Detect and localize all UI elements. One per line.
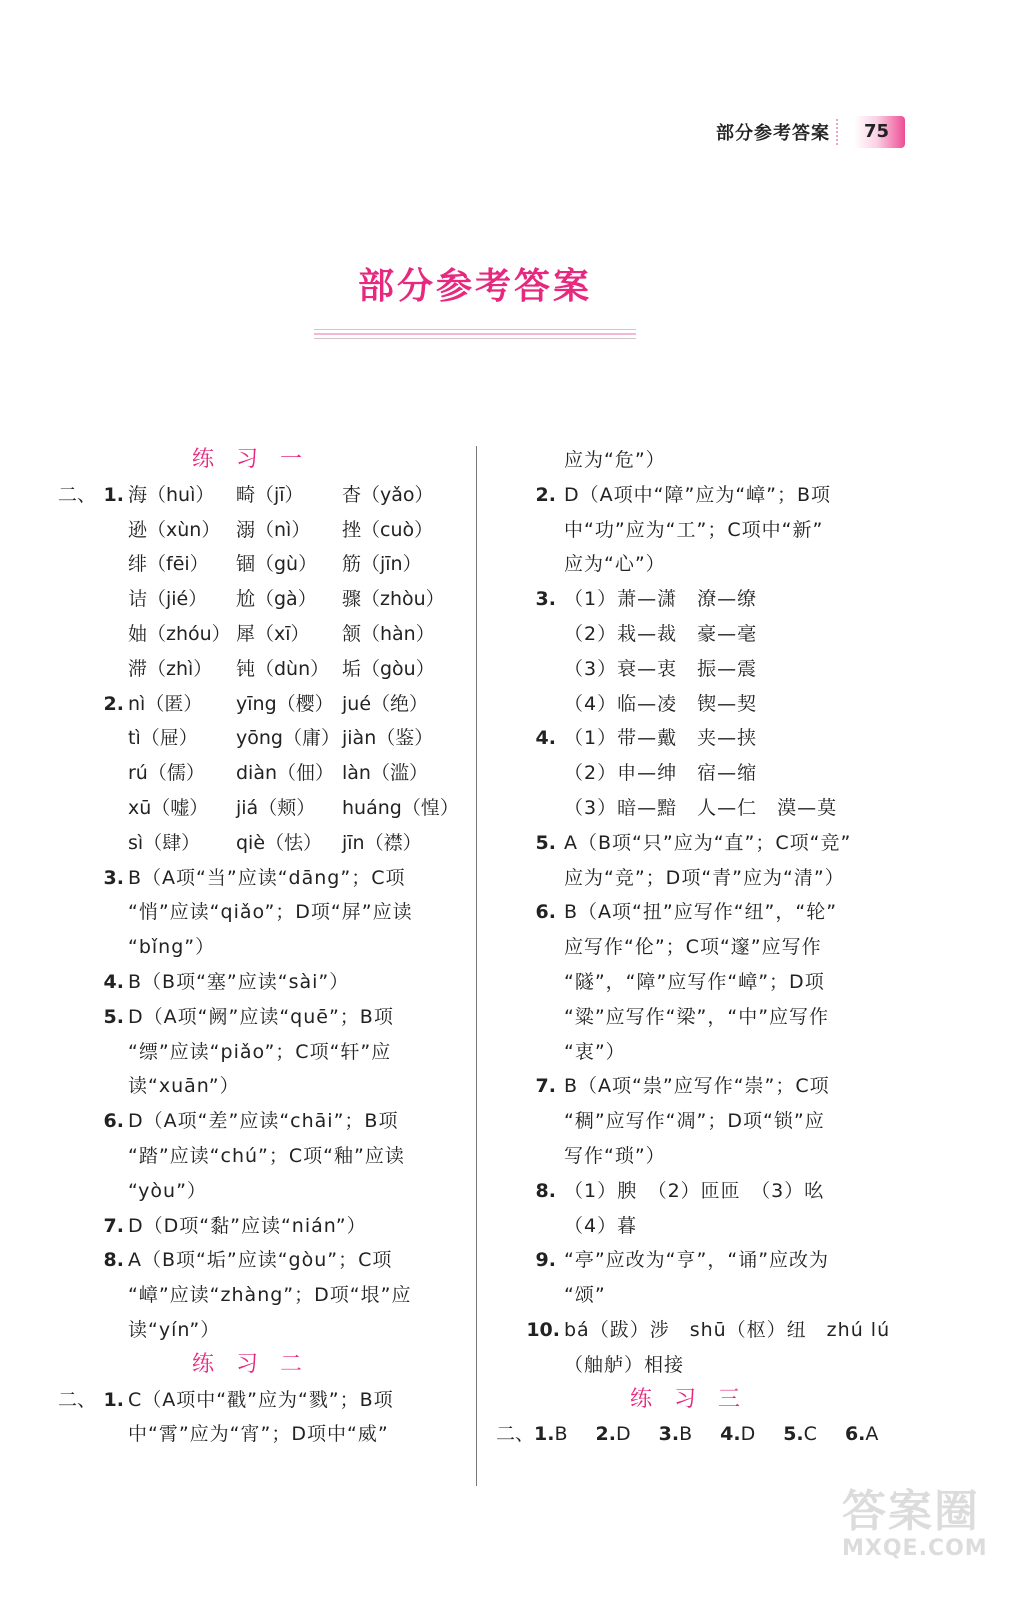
answer-row: [58, 930, 458, 965]
answer-text: 应为“心”）: [564, 553, 666, 576]
mc-answer-letter: B: [554, 1423, 568, 1446]
section-prefix: 二、: [58, 483, 97, 506]
pinyin-cell: 钝（dùn）: [236, 657, 330, 680]
section-heading-1: 练习一: [191, 447, 324, 472]
pinyin-cell: diàn（佃）: [236, 762, 335, 785]
answer-row: [58, 582, 458, 617]
answer-row: [496, 1348, 896, 1383]
question-number: 2.: [535, 483, 556, 506]
answer-row: [496, 1069, 896, 1104]
answer-text: “粱”应写作“梁”，“中”应写作: [564, 1005, 830, 1028]
page-number: 75: [854, 116, 905, 148]
answer-row: [496, 1174, 896, 1209]
section-prefix: 二、: [496, 1423, 535, 1446]
pinyin-cell: 溺（nì）: [236, 518, 311, 541]
answer-row: [58, 1383, 458, 1418]
pinyin-cell: qiè（怯）: [236, 831, 323, 854]
pinyin-cell: jué（绝）: [342, 692, 429, 715]
answer-text: （舳舻）相接: [564, 1353, 685, 1376]
answer-row: [58, 687, 458, 722]
mc-answer-letter: C: [803, 1423, 817, 1446]
answer-text: A（B项“垢”应读“gòu”；C项: [128, 1249, 393, 1272]
mc-answer-number: 4.: [720, 1423, 741, 1446]
answer-text: B（B项“塞”应读“sài”）: [128, 970, 350, 993]
answer-row: [496, 1000, 896, 1035]
answer-text: （2）申—绅 宿—缩: [564, 762, 758, 785]
pinyin-cell: 滞（zhì）: [128, 657, 213, 680]
answer-row: [496, 895, 896, 930]
column-divider: [476, 446, 477, 1486]
question-number: 8.: [535, 1179, 556, 1202]
watermark-logo: [842, 1486, 992, 1561]
section-heading-3: 练习三: [629, 1386, 762, 1412]
pinyin-cell: xū（嘘）: [128, 796, 209, 819]
answer-text: “隧”，“障”应写作“嶂”；D项: [564, 970, 825, 993]
pinyin-cell: yīng（樱）: [236, 692, 334, 715]
answer-row: [58, 1313, 458, 1348]
answer-row: [496, 443, 896, 478]
answer-row: [58, 513, 458, 548]
pinyin-cell: 畸（jī）: [236, 483, 304, 506]
answer-text: “缥”应读“piǎo”；C项“轩”应: [128, 1040, 392, 1063]
mc-answer: [596, 1417, 631, 1452]
pinyin-cell: tì（屉）: [128, 727, 198, 750]
pinyin-cell: 挫（cuò）: [342, 518, 434, 541]
mc-answer-letter: B: [679, 1423, 693, 1446]
question-number: 1.: [103, 483, 124, 506]
answer-row: [58, 1209, 458, 1244]
question-number: 5.: [103, 1005, 124, 1028]
pinyin-cell: sì（肆）: [128, 831, 201, 854]
answer-row: [58, 652, 458, 687]
mc-answer-number: 3.: [658, 1423, 680, 1446]
header-title: 部分参考答案: [716, 123, 830, 144]
mc-answer-letter: D: [615, 1423, 631, 1446]
answer-row: [58, 1000, 458, 1035]
pinyin-cell: jīn（襟）: [342, 831, 422, 854]
pinyin-cell: làn（滥）: [342, 762, 428, 785]
question-1-block: [58, 478, 458, 687]
question-number: 5.: [535, 831, 556, 854]
answer-text: （3）暗—黯 人—仁 漠—莫: [564, 796, 838, 819]
question-number: 4.: [103, 970, 124, 993]
page-title: 部分参考答案: [357, 266, 592, 307]
answer-row: [58, 1174, 458, 1209]
answer-text: （4）临—凌 锲—契: [564, 692, 758, 715]
answer-row: [496, 582, 896, 617]
right-column: [496, 443, 896, 1452]
header-dots-divider: [836, 119, 852, 145]
answer-text: D（D项“黏”应读“nián”）: [128, 1214, 367, 1237]
answer-row: [58, 1278, 458, 1313]
answer-row: [496, 513, 896, 548]
answer-text: （1）萧—潇 潦—缭: [564, 588, 758, 611]
answer-text: 应写作“伦”；C项“邃”应写作: [564, 936, 822, 959]
answer-text: （2）栽—裁 豪—毫: [564, 622, 758, 645]
watermark-text: 答案圈: [842, 1486, 980, 1537]
question-number: 3.: [535, 588, 556, 611]
mc-answer: [845, 1417, 878, 1452]
answer-row: [58, 721, 458, 756]
answer-row: [496, 965, 896, 1000]
answer-text: B（A项“当”应读“dāng”；C项: [128, 866, 406, 889]
title-underline: [314, 326, 636, 338]
answer-row: [58, 791, 458, 826]
pinyin-cell: 绯（fēi）: [128, 553, 209, 576]
answer-text: （1）腴 （2）匝匝 （3）吆: [564, 1179, 825, 1202]
answer-text: “yòu”）: [128, 1179, 207, 1202]
answer-text: 读“xuān”）: [128, 1075, 240, 1098]
answer-row: [496, 1035, 896, 1070]
answer-row: [496, 617, 896, 652]
pinyin-cell: 锢（gù）: [236, 553, 318, 576]
answer-row: [496, 756, 896, 791]
answer-row: [58, 1104, 458, 1139]
page-header: [716, 116, 905, 148]
pinyin-cell: huáng（惶）: [342, 796, 459, 819]
pinyin-cell: 诘（jié）: [128, 588, 208, 611]
answer-text: 写作“琐”）: [564, 1144, 666, 1167]
answer-text: 中“霄”应为“宵”；D项中“威”: [128, 1423, 389, 1446]
answer-text: 应为“危”）: [564, 449, 666, 471]
answer-row: [496, 1278, 896, 1313]
answer-text: “稠”应写作“凋”；D项“锁”应: [564, 1110, 825, 1133]
mc-answer: [659, 1417, 693, 1452]
answer-row: [496, 652, 896, 687]
answer-text: “嶂”应读“zhàng”；D项“垠”应: [128, 1284, 412, 1307]
mc-answer-number: 5.: [783, 1423, 804, 1446]
answer-row: [58, 617, 458, 652]
pinyin-cell: 筋（jīn）: [342, 553, 422, 576]
question-number: 8.: [103, 1249, 124, 1272]
answer-row: [58, 1069, 458, 1104]
pinyin-cell: 骤（zhòu）: [342, 588, 445, 611]
mc-answer-letter: A: [865, 1423, 879, 1446]
question-number: 10.: [526, 1318, 560, 1341]
answer-text: B（A项“扭”应写作“纽”，“轮”: [564, 901, 838, 924]
answer-row: [58, 965, 458, 1000]
mc-answer: [534, 1417, 568, 1452]
mc-answer-number: 6.: [844, 1423, 866, 1446]
answer-text: 中“功”应为“工”；C项中“新”: [564, 518, 824, 541]
mc-answer: [720, 1417, 755, 1452]
answer-text: “衷”）: [564, 1040, 626, 1063]
answer-row: [58, 826, 458, 861]
answer-row: [58, 861, 458, 896]
answer-text: B（A项“祟”应写作“崇”；C项: [564, 1075, 830, 1098]
question-number: 6.: [535, 901, 556, 924]
answer-text: （1）带—戴 夹—挟: [564, 727, 758, 750]
pinyin-cell: 颔（hàn）: [342, 622, 435, 645]
question-number: 3.: [103, 866, 124, 889]
answer-text: “颂”: [564, 1284, 606, 1307]
mc-answer: [783, 1417, 817, 1452]
mc-answer-letter: D: [740, 1423, 756, 1446]
pinyin-cell: 垢（gòu）: [342, 657, 435, 680]
mc-answer-number: 2.: [595, 1423, 616, 1446]
answer-row: [496, 1209, 896, 1244]
answer-text: D（A项中“障”应为“嶂”；B项: [564, 483, 832, 506]
question-number: 6.: [103, 1110, 124, 1133]
answer-text: （3）衰—衷 振—震: [564, 657, 758, 680]
answer-text: “亭”应改为“亨”，“诵”应改为: [564, 1249, 830, 1272]
answer-row: [58, 1417, 458, 1452]
answer-row: [58, 756, 458, 791]
section-prefix: 二、: [58, 1388, 97, 1411]
multiple-choice-answers: [496, 1417, 906, 1452]
question-number: 1.: [103, 1388, 124, 1411]
question-number: 7.: [103, 1214, 124, 1237]
question-number: 9.: [535, 1249, 556, 1272]
pinyin-cell: 海（huì）: [128, 483, 215, 506]
pinyin-cell: 杳（yǎo）: [342, 483, 434, 506]
question-number: 2.: [103, 692, 124, 715]
answer-row: [58, 1243, 458, 1278]
answer-text: （4）暮: [564, 1214, 638, 1237]
answer-text: bá（跋）涉 shū（枢）纽 zhú lú: [564, 1318, 891, 1341]
answer-row: [496, 1243, 896, 1278]
answer-row: [496, 687, 896, 722]
answer-text: 读“yín”）: [128, 1318, 221, 1341]
answer-text: 应为“竞”；D项“青”应为“清”）: [564, 866, 845, 889]
section-heading-2: 练习二: [191, 1351, 324, 1377]
pinyin-cell: 犀（xī）: [236, 622, 310, 645]
answer-row: [496, 930, 896, 965]
answer-text: “bǐng”）: [128, 936, 216, 959]
answer-row: [496, 1313, 896, 1348]
answer-row: [58, 547, 458, 582]
answer-row: [496, 791, 896, 826]
question-number: 7.: [535, 1075, 556, 1098]
question-number: 4.: [535, 727, 556, 750]
answer-row: [496, 1104, 896, 1139]
answer-text: D（A项“阙”应读“quē”；B项: [128, 1005, 394, 1028]
answer-row: [496, 861, 896, 896]
answer-row: [58, 895, 458, 930]
answer-row: [496, 547, 896, 582]
answer-row: [58, 478, 458, 513]
pinyin-cell: jiàn（鉴）: [342, 727, 434, 750]
pinyin-cell: rú（儒）: [128, 762, 205, 785]
answer-text: A（B项“只”应为“直”；C项“竞”: [564, 831, 852, 854]
question-2-block: [58, 687, 458, 861]
answer-text: C（A项中“戳”应为“戮”；B项: [128, 1388, 394, 1411]
answer-row: [58, 1035, 458, 1070]
answer-row: [496, 1417, 896, 1452]
answer-row: [58, 1139, 458, 1174]
answer-row: [496, 478, 896, 513]
answer-row: [496, 1139, 896, 1174]
left-column: [58, 443, 458, 1452]
answer-row: [496, 721, 896, 756]
answer-text: “悄”应读“qiǎo”；D项“屏”应读: [128, 901, 413, 924]
pinyin-cell: yōng（庸）: [236, 727, 340, 750]
pinyin-cell: 妯（zhóu）: [128, 622, 231, 645]
answer-row: [496, 826, 896, 861]
mc-answer-number: 1.: [534, 1423, 555, 1446]
answer-text: D（A项“差”应读“chāi”；B项: [128, 1110, 399, 1133]
pinyin-cell: 逊（xùn）: [128, 518, 221, 541]
pinyin-cell: jiá（颊）: [236, 796, 316, 819]
pinyin-cell: nì（匿）: [128, 692, 203, 715]
answer-text: “踏”应读“chú”；C项“釉”应读: [128, 1144, 405, 1167]
pinyin-cell: 尬（gà）: [236, 588, 317, 611]
watermark-url: MXQE.COM: [842, 1536, 988, 1561]
